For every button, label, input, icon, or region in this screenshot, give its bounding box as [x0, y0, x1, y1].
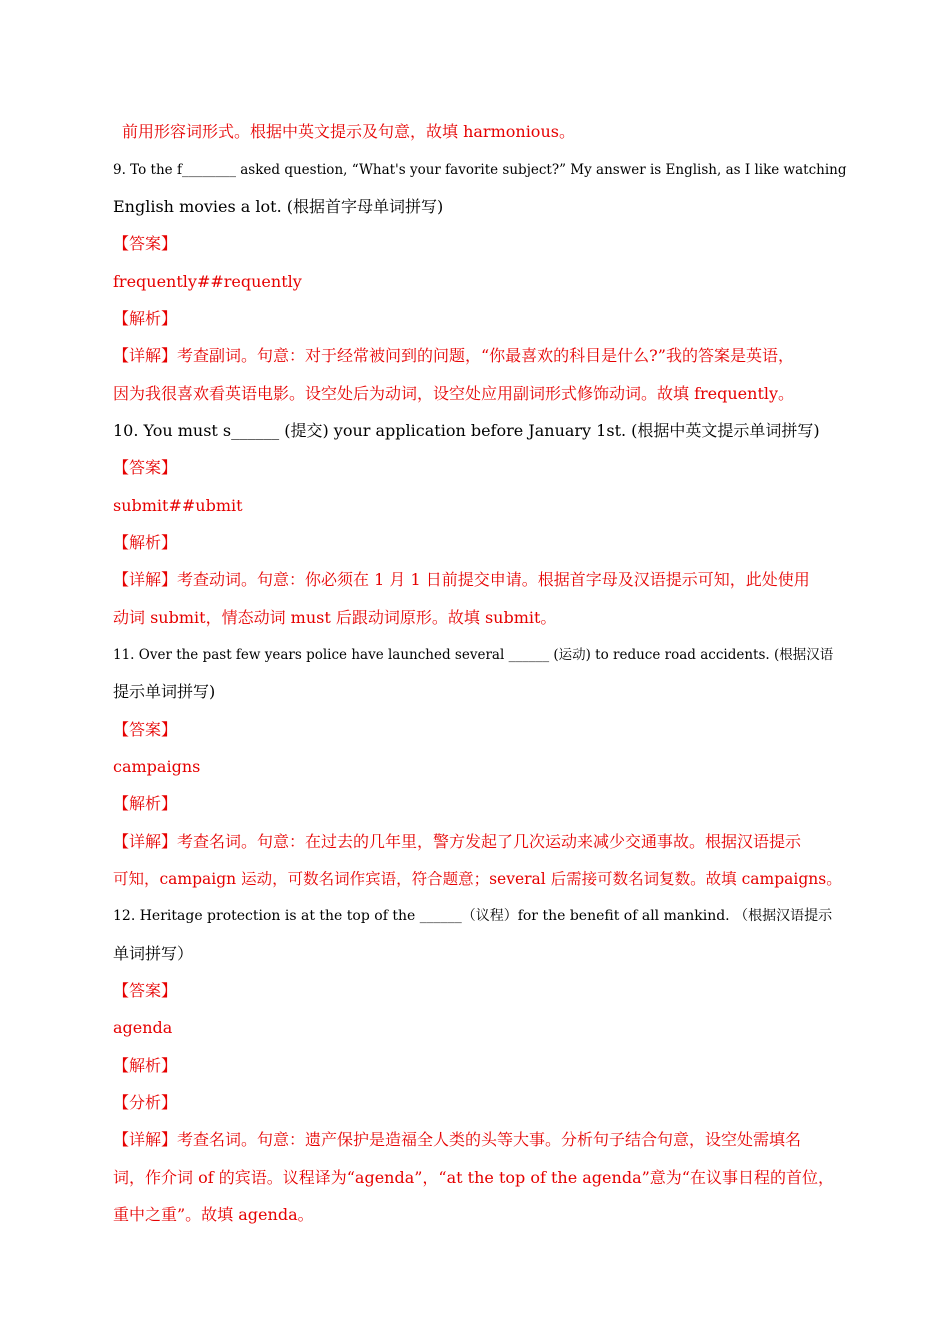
analysis-label-9: 【解析】	[113, 309, 178, 328]
analysis-label-11: 【解析】	[113, 794, 178, 813]
detail-11-line-1: 【详解】考查名词。句意：在过去的几年里，警方发起了几次运动来减少交通事故。根据汉语提示	[113, 832, 802, 851]
detail-12-line-2: 词，作介词 of 的宾语。议程译为“agenda”，“at the top of the agenda”意为“在议事日程的首位，	[113, 1168, 834, 1187]
answer-11: campaigns	[113, 757, 201, 776]
answer-label-10: 【答案】	[113, 458, 178, 477]
detail-9-line-1: 【详解】考查副词。句意：对于经常被问到的问题，“你最喜欢的科目是什么?”我的答案是英语，	[113, 346, 794, 365]
detail-12-line-3: 重中之重”。故填 agenda。	[113, 1205, 314, 1224]
answer-label-9: 【答案】	[113, 234, 178, 253]
analysis-label-12: 【解析】	[113, 1056, 178, 1075]
extra-label-12: 【分析】	[113, 1093, 178, 1112]
detail-9-line-2: 因为我很喜欢看英语电影。设空处后为动词，设空处应用副词形式修饰动词。故填 frequently。	[113, 384, 795, 403]
question-11-line-1: 11. Over the past few years police have launched several ______ (运动) to reduce road accidents. (根据汉语	[113, 647, 834, 663]
question-10-line-1: 10. You must s______ (提交) your application before January 1st. (根据中英文提示单词拼写)	[113, 421, 820, 440]
answer-10: submit##ubmit	[113, 496, 243, 515]
detail-11-line-2: 可知，campaign 运动，可数名词作宾语，符合题意；several 后需接可数名词复数。故填 campaigns。	[113, 870, 842, 888]
detail-12-line-1: 【详解】考查名词。句意：遗产保护是造福全人类的头等大事。分析句子结合句意，设空处需填名	[113, 1130, 802, 1149]
question-9-line-2: English movies a lot. (根据首字母单词拼写)	[113, 197, 444, 216]
question-9-line-1: 9. To the f________ asked question, “What's your favorite subject?” My answer is English, as I like watching	[113, 162, 847, 178]
question-12-line-2: 单词拼写）	[113, 944, 194, 963]
answer-12: agenda	[113, 1018, 173, 1037]
detail-10-line-2: 动词 submit，情态动词 must 后跟动词原形。故填 submit。	[113, 608, 557, 627]
question-12-line-1: 12. Heritage protection is at the top of the ______（议程）for the benefit of all mankind. （根据汉语提示	[113, 908, 833, 924]
continuation-text: 前用形容词形式。根据中英文提示及句意，故填 harmonious。	[122, 122, 575, 141]
answer-label-11: 【答案】	[113, 720, 178, 739]
answer-9: frequently##requently	[113, 272, 302, 291]
answer-label-12: 【答案】	[113, 981, 178, 1000]
detail-10-line-1: 【详解】考查动词。句意：你必须在 1 月 1 日前提交申请。根据首字母及汉语提示可知，此处使用	[113, 570, 810, 589]
analysis-label-10: 【解析】	[113, 533, 178, 552]
question-11-line-2: 提示单词拼写)	[113, 682, 216, 701]
